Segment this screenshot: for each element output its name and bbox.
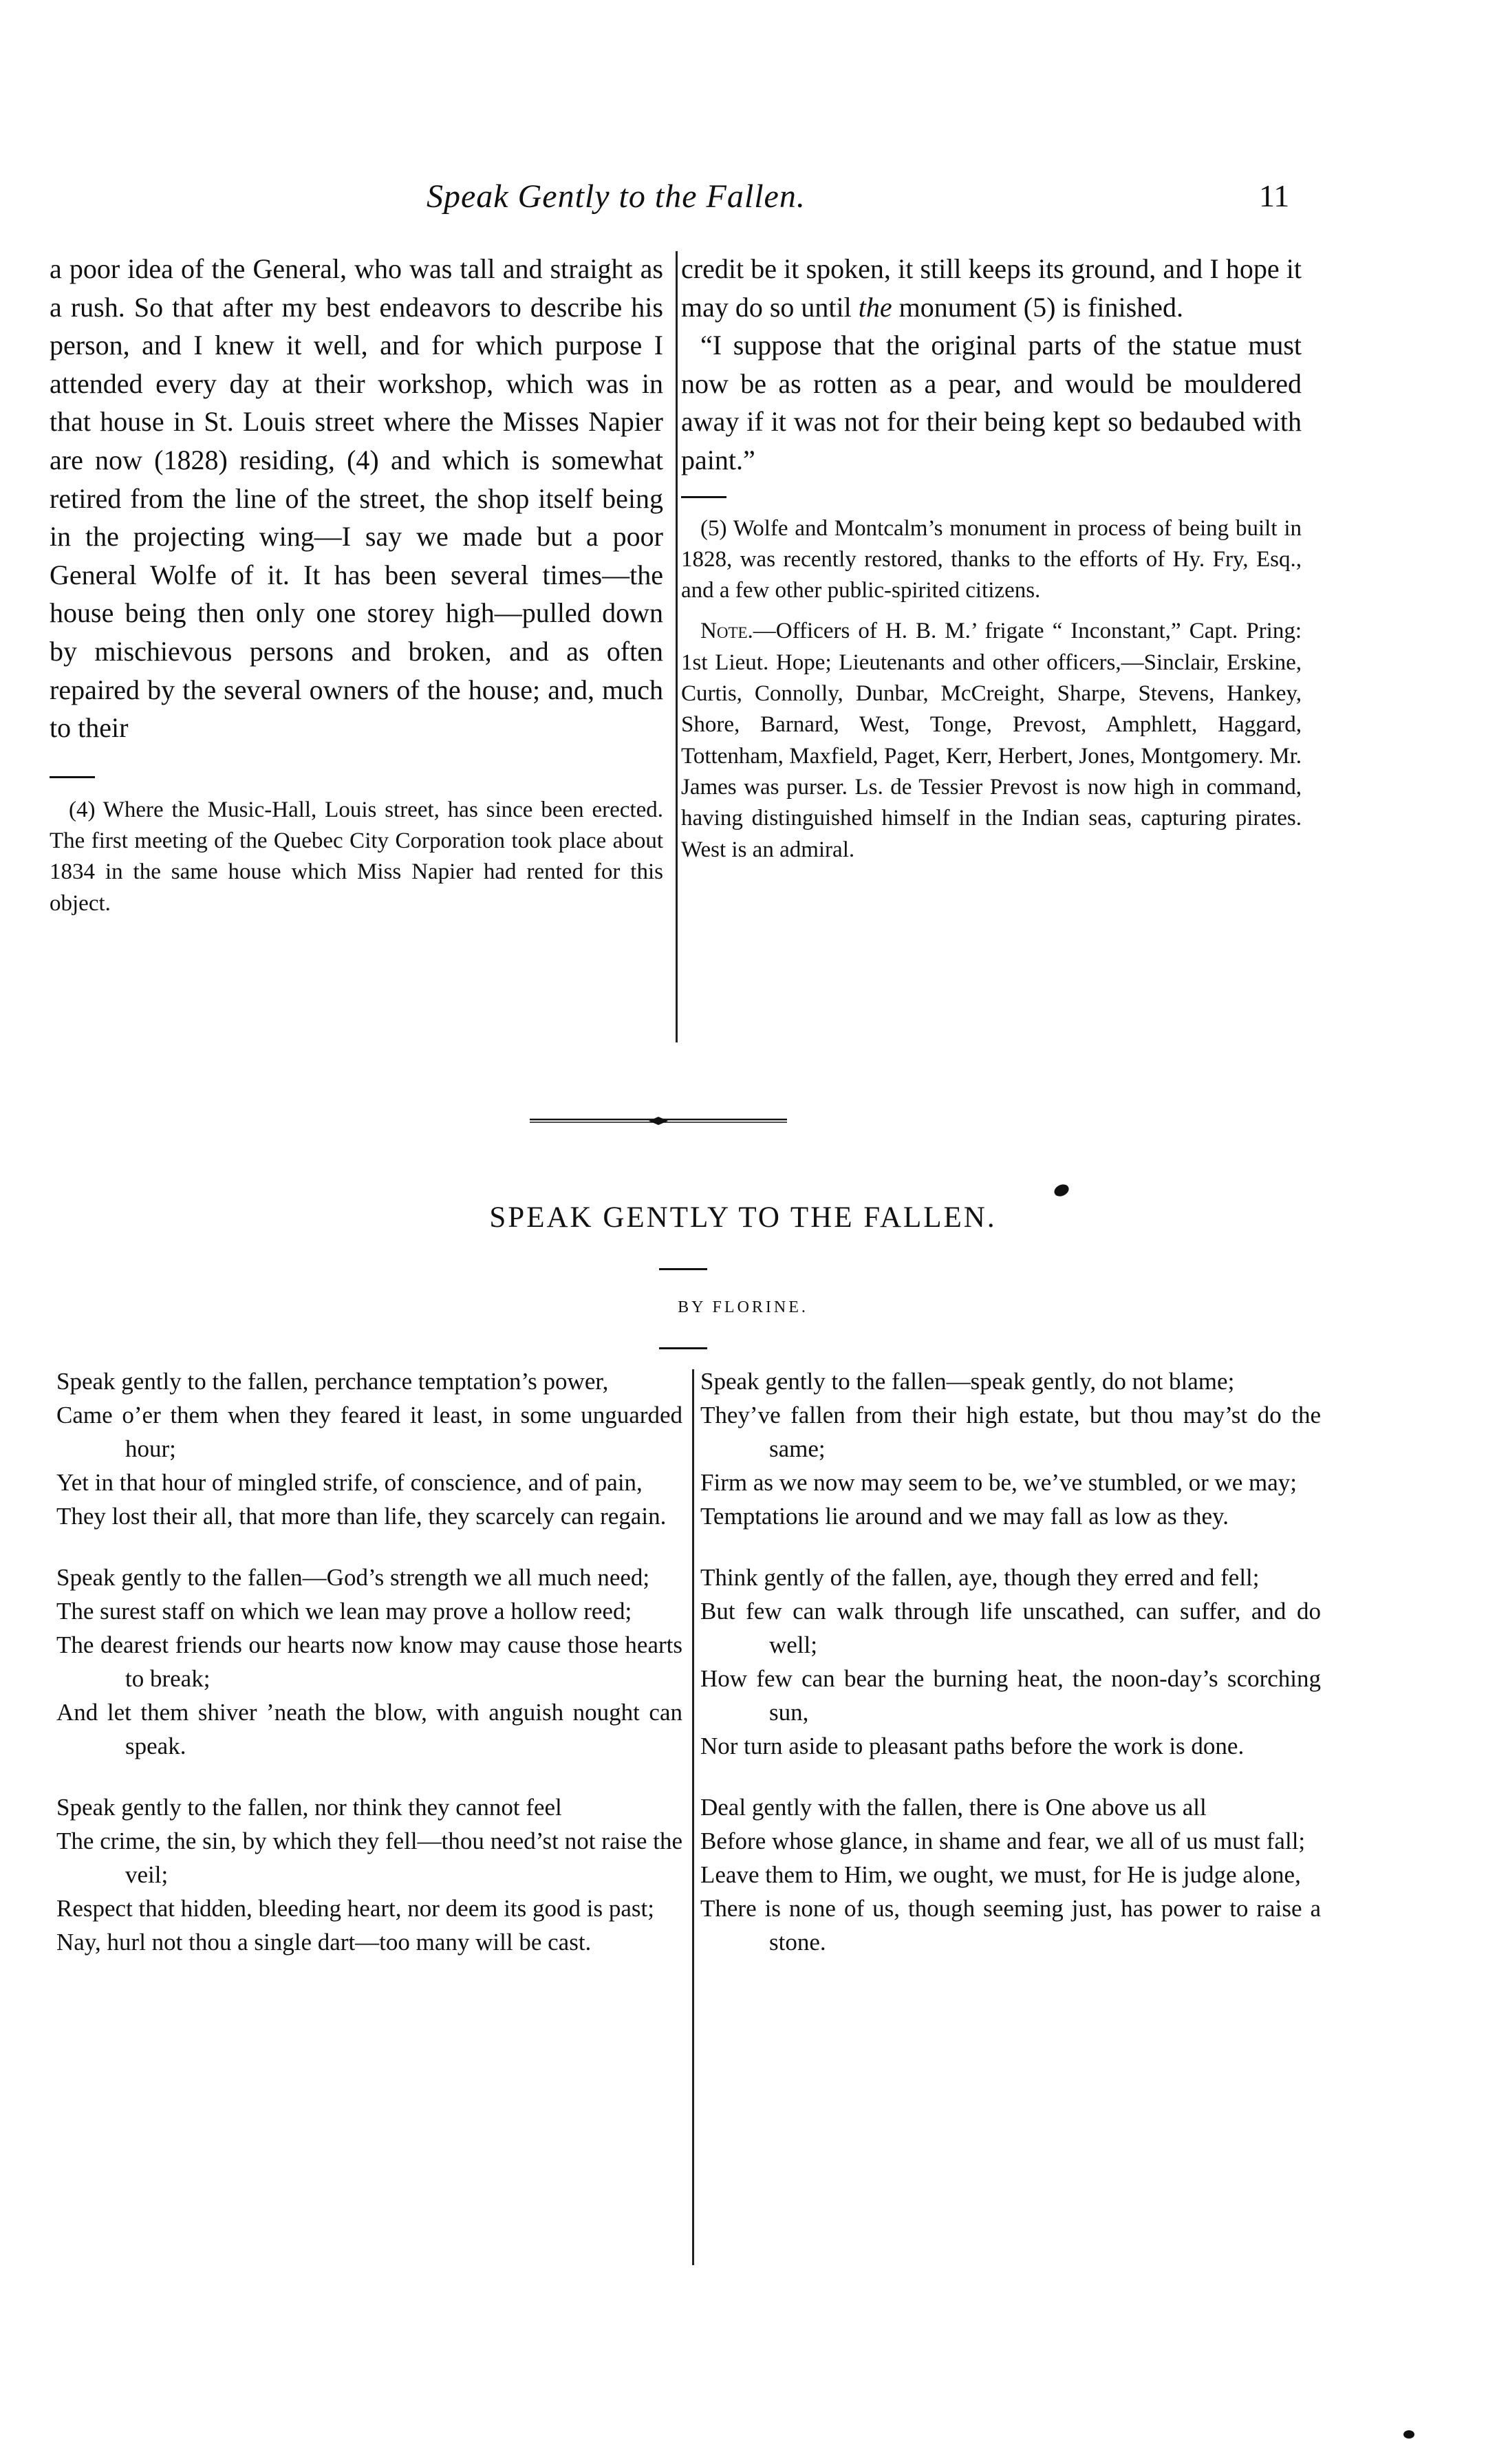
poem-line: Nay, hurl not thou a single dart—too many will be cast.	[56, 1929, 592, 1956]
poem-line: Leave them to Him, we ought, we must, for He is judge alone,	[700, 1861, 1301, 1888]
poem-line: They lost their all, that more than life, they scarcely can regain.	[56, 1503, 667, 1530]
poem-line: Nor turn aside to pleasant paths before the work is done.	[700, 1733, 1245, 1759]
note-label: Note.	[700, 619, 753, 644]
byline-rule	[659, 1347, 707, 1349]
poem-line: But few can walk through life unscathed, can suffer, and do well;	[700, 1598, 1321, 1658]
ink-speck	[1053, 1182, 1071, 1199]
poem-left-stanza-1	[56, 1364, 682, 1533]
poem-line: The surest staff on which we lean may prove a hollow reed;	[56, 1598, 632, 1625]
poem-right-stanza-3	[700, 1790, 1321, 1959]
footnote-5: (5) Wolfe and Montcalm’s monument in process of being built in 1828, was recently restored, thanks to the efforts of Hy. Fry, Esq., and a few other public-spirited citizens.	[681, 515, 1302, 603]
article-column-divider	[676, 251, 678, 1042]
poem-line: Speak gently to the fallen—speak gently, do not blame;	[700, 1368, 1235, 1395]
right-footnote-rule	[681, 496, 726, 498]
poem-column-divider	[692, 1369, 694, 2265]
poem-line: Speak gently to the fallen, perchance temptation’s power,	[56, 1368, 609, 1395]
poem-title: SPEAK GENTLY TO THE FALLEN.	[489, 1201, 997, 1234]
poem-line: They’ve fallen from their high estate, but thou may’st do the same;	[700, 1402, 1321, 1462]
article-right-paragraph-2: “I suppose that the original parts of the statue must now be as rotten as a pear, and would be mouldered away if it was not for their being kept so bedaubed with paint.”	[681, 330, 1302, 475]
poem-line: Firm as we now may seem to be, we’ve stumbled, or we may;	[700, 1469, 1297, 1496]
poem-line: Temptations lie around and we may fall as low as they.	[700, 1503, 1229, 1530]
right-para1-end: monument (5) is finished.	[898, 291, 1183, 323]
poem-byline: BY FLORINE.	[678, 1298, 808, 1316]
poem-line: Speak gently to the fallen, nor think they cannot feel	[56, 1794, 562, 1821]
poem-line: How few can bear the burning heat, the noon-day’s scorching sun,	[700, 1665, 1321, 1726]
poem-right-stanza-2	[700, 1561, 1321, 1763]
article-right-paragraph-1	[681, 250, 1302, 326]
running-head: Speak Gently to the Fallen.	[427, 178, 806, 215]
poem-left-stanza-3	[56, 1790, 682, 1959]
poem-line: There is none of us, though seeming just, has power to raise a stone.	[700, 1895, 1321, 1956]
poem-left-column	[56, 1364, 682, 1986]
poem-line: And let them shiver ’neath the blow, with anguish nought can speak.	[56, 1699, 682, 1759]
page-number: 11	[1259, 178, 1290, 213]
right-para1-emphasis: the	[858, 291, 892, 323]
note-officers	[681, 616, 1302, 865]
poem-line: The crime, the sin, by which they fell—thou need’st not raise the veil;	[56, 1828, 682, 1888]
article-left-paragraph: a poor idea of the General, who was tall and straight as a rush. So that after my best endeavors to describe his person, and I knew it well, and for which purpose I attended every day at their workshop, which was in that house in St. Louis street where the Misses Napier are now (1828) residing, (4) and which is somewhat retired from the line of the street, the shop itself being in the projecting wing—I say we made but a poor General Wolfe of it. It has been several times—the house being then only one storey high—pulled down by mischievous persons and broken, and as often repaired by the several owners of the house; and, much to their	[50, 253, 663, 744]
poem-line: Deal gently with the fallen, there is One above us all	[700, 1794, 1207, 1821]
article-left-column	[50, 250, 663, 919]
title-rule	[659, 1268, 707, 1270]
poem-line: The dearest friends our hearts now know may cause those hearts to break;	[56, 1631, 682, 1692]
poem-left-stanza-2	[56, 1561, 682, 1763]
poem-line: Respect that hidden, bleeding heart, nor deem its good is past;	[56, 1895, 654, 1922]
poem-line: Before whose glance, in shame and fear, we all of us must fall;	[700, 1828, 1306, 1854]
poem-right-stanza-1	[700, 1364, 1321, 1533]
poem-line: Yet in that hour of mingled strife, of conscience, and of pain,	[56, 1469, 643, 1496]
footnote-rule	[50, 776, 95, 778]
note-text: —Officers of H. B. M.’ frigate “ Inconstant,” Capt. Pring: 1st Lieut. Hope; Lieutenants and other officers,—Sinclair, Erskine, Curtis, Connolly, Dunbar, McCreight, Sharpe, Stevens, Hankey, Shore, Barnard, West, Tonge, Prevost, Amphlett, Haggard, Tottenham, Maxfield, Paget, Kerr, Herbert, Jones, Montgomery. Mr. James was purser. Ls. de Tessier Prevost is now high in command, having distinguished himself in the Indian seas, capturing pirates. West is an admiral.	[681, 619, 1302, 862]
right-para1-start: credit be it spoken, it still keeps its ground, and I hope it may do so until	[681, 253, 1302, 323]
article-right-column	[681, 250, 1302, 866]
poem-line: Think gently of the fallen, aye, though they erred and fell;	[700, 1564, 1260, 1591]
poem-right-column	[700, 1364, 1321, 1986]
ink-speck	[1403, 2430, 1414, 2439]
poem-line: Speak gently to the fallen—God’s strength we all much need;	[56, 1564, 650, 1591]
poem-line: Came o’er them when they feared it least, in some unguarded hour;	[56, 1402, 682, 1462]
ornamental-divider	[530, 1116, 787, 1126]
footnote-4: (4) Where the Music-Hall, Louis street, has since been erected. The first meeting of the Quebec City Corporation took place about 1834 in the same house which Miss Napier had rented for this object.	[50, 797, 663, 916]
